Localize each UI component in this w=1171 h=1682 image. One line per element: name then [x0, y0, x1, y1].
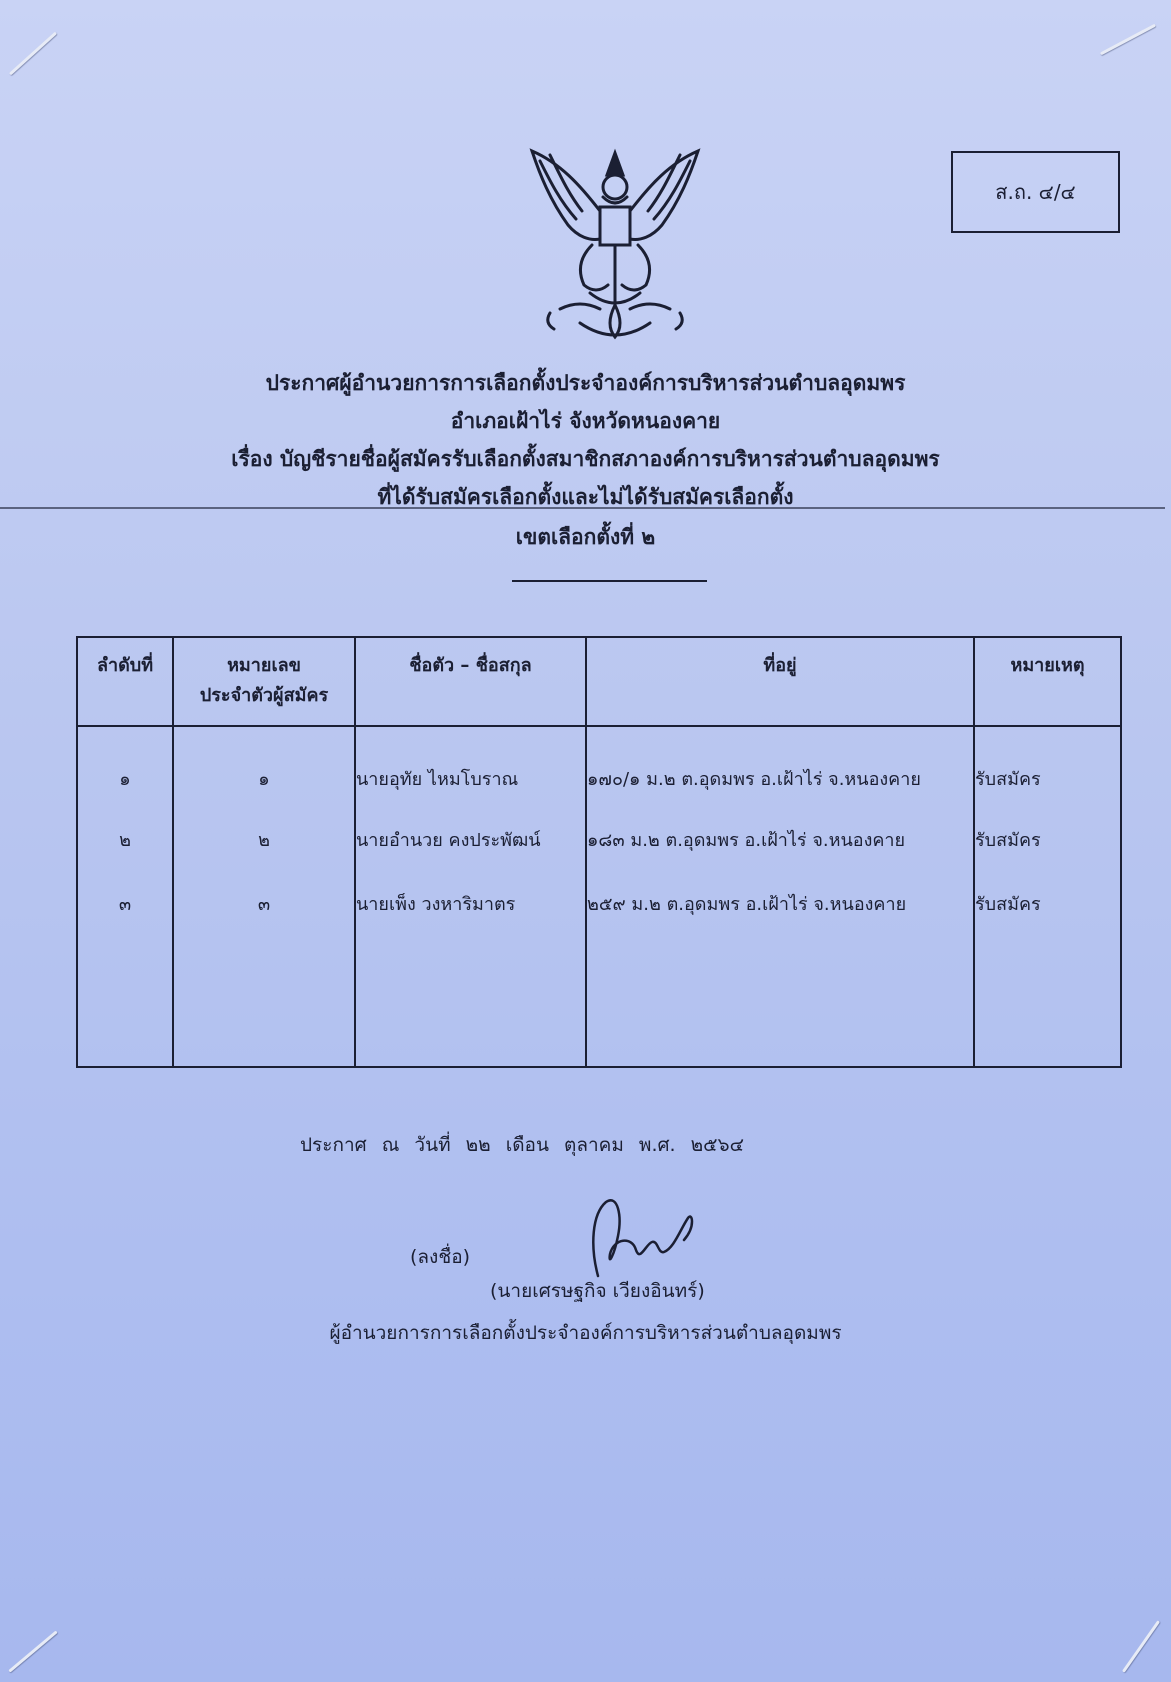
handwritten-signature [588, 1196, 700, 1278]
table-row [77, 807, 1121, 871]
staple-top-left [9, 32, 57, 76]
candidate-table [76, 636, 1122, 1068]
cell-name: นายอุทัย ไหมโบราณ [355, 726, 586, 807]
signature-label: (ลงชื่อ) [410, 1246, 471, 1268]
header-order: ลำดับที่ [77, 637, 173, 726]
garuda-emblem-icon [520, 145, 710, 345]
cell-number: ๒ [173, 807, 355, 871]
table-row [77, 871, 1121, 935]
announcement-title: ประกาศผู้อำนวยการการเลือกตั้งประจำองค์การบริหารส่วนตำบลอุดมพร [265, 371, 906, 395]
header-candidate-number [173, 637, 355, 726]
staple-bottom-right [1122, 1620, 1160, 1673]
cell-order: ๓ [77, 871, 173, 935]
cell-address: ๒๕๙ ม.๒ ต.อุดมพร อ.เฝ้าไร่ จ.หนองคาย [586, 871, 974, 935]
cell-remark: รับสมัคร [974, 726, 1121, 807]
header-number-line1: หมายเลข [227, 655, 301, 676]
district-province: อำเภอเฝ้าไร่ จังหวัดหนองคาย [450, 409, 721, 433]
signer-position: ผู้อำนวยการการเลือกตั้งประจำองค์การบริหารส่วนตำบลอุดมพร [329, 1322, 842, 1344]
form-code-box: ส.ถ. ๔/๔ [951, 151, 1120, 233]
header-number-line2: ประจำตัวผู้สมัคร [199, 685, 329, 706]
cell-name: นายอำนวย คงประพัฒน์ [355, 807, 586, 871]
electoral-district: เขตเลือกตั้งที่ ๒ [515, 525, 656, 549]
subject-line-2: ที่ได้รับสมัครเลือกตั้งและไม่ได้รับสมัครเลือกตั้ง [377, 485, 794, 509]
table-row [77, 726, 1121, 807]
cell-address: ๑๗๐/๑ ม.๒ ต.อุดมพร อ.เฝ้าไร่ จ.หนองคาย [586, 726, 974, 807]
cell-remark: รับสมัคร [974, 807, 1121, 871]
table-header-row [77, 637, 1121, 726]
cell-order: ๑ [77, 726, 173, 807]
title-underline [512, 580, 707, 582]
staple-bottom-left [8, 1630, 57, 1672]
cell-remark: รับสมัคร [974, 871, 1121, 935]
signer-name: (นายเศรษฐกิจ เวียงอินทร์) [490, 1280, 705, 1302]
cell-address: ๑๘๓ ม.๒ ต.อุดมพร อ.เฝ้าไร่ จ.หนองคาย [586, 807, 974, 871]
header-remark: หมายเหตุ [974, 637, 1121, 726]
header-name: ชื่อตัว – ชื่อสกุล [355, 637, 586, 726]
subject-line: เรื่อง บัญชีรายชื่อผู้สมัครรับเลือกตั้งสมาชิกสภาองค์การบริหารส่วนตำบลอุดมพร [231, 447, 940, 471]
staple-top-right [1100, 24, 1156, 56]
cell-number: ๓ [173, 871, 355, 935]
cell-name: นายเพ็ง วงหาริมาตร [355, 871, 586, 935]
announcement-date: ประกาศ ณ วันที่ ๒๒ เดือน ตุลาคม พ.ศ. ๒๕๖๔ [300, 1134, 744, 1156]
cell-order: ๒ [77, 807, 173, 871]
cell-number: ๑ [173, 726, 355, 807]
table-empty-row [77, 935, 1121, 1067]
header-address: ที่อยู่ [586, 637, 974, 726]
